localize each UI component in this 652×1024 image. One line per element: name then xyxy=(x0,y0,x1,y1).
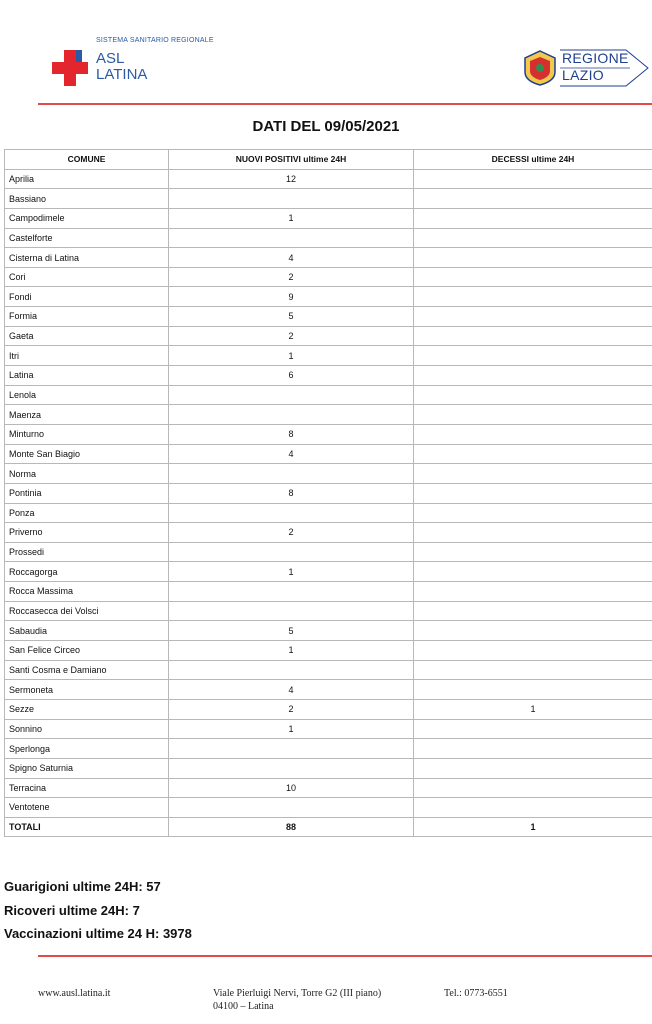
table-row xyxy=(5,346,652,366)
footer-address-line1: Viale Pierluigi Nervi, Torre G2 (III piano) xyxy=(213,988,382,999)
table-row xyxy=(5,405,652,425)
cell-decessi xyxy=(414,758,652,778)
cell-decessi xyxy=(414,248,652,268)
table-row xyxy=(5,562,652,582)
cell-nuovi-positivi xyxy=(169,464,414,484)
cell-comune: San Felice Circeo xyxy=(5,641,169,661)
cell-comune: Spigno Saturnia xyxy=(5,758,169,778)
cell-nuovi-positivi xyxy=(169,228,414,248)
cell-comune: Sabaudia xyxy=(5,621,169,641)
table-row xyxy=(5,699,652,719)
table-body xyxy=(5,169,652,837)
page-title: DATI DEL 09/05/2021 xyxy=(252,118,400,135)
cell-comune: Santi Cosma e Damiano xyxy=(5,660,169,680)
cell-comune: Roccasecca dei Volsci xyxy=(5,601,169,621)
header-comune: COMUNE xyxy=(5,150,169,170)
cell-comune: Priverno xyxy=(5,523,169,543)
cell-nuovi-positivi xyxy=(169,405,414,425)
summary-ricoveri: Ricoveri ultime 24H: 7 xyxy=(4,903,140,918)
cell-nuovi-positivi: 2 xyxy=(169,326,414,346)
table-row xyxy=(5,503,652,523)
cell-decessi xyxy=(414,680,652,700)
cell-nuovi-positivi: 5 xyxy=(169,621,414,641)
summary-guarigioni: Guarigioni ultime 24H: 57 xyxy=(4,879,161,894)
table-header-row xyxy=(5,150,652,170)
table-row xyxy=(5,228,652,248)
cell-decessi xyxy=(414,778,652,798)
cell-nuovi-positivi: 5 xyxy=(169,307,414,327)
cell-nuovi-positivi xyxy=(169,582,414,602)
footer-address-line2: 04100 – Latina xyxy=(213,1001,274,1012)
cell-decessi xyxy=(414,189,652,209)
cell-nuovi-positivi: 6 xyxy=(169,366,414,386)
page-header xyxy=(0,0,652,106)
cell-comune: Cisterna di Latina xyxy=(5,248,169,268)
cell-decessi xyxy=(414,346,652,366)
cell-nuovi-positivi: 4 xyxy=(169,444,414,464)
cell-nuovi-positivi xyxy=(169,189,414,209)
cell-comune: Aprilia xyxy=(5,169,169,189)
cell-comune: Maenza xyxy=(5,405,169,425)
cell-comune: Rocca Massima xyxy=(5,582,169,602)
asl-cross-icon xyxy=(52,50,88,86)
table-row xyxy=(5,582,652,602)
cell-nuovi-positivi: 4 xyxy=(169,248,414,268)
table-row xyxy=(5,542,652,562)
data-table xyxy=(4,149,652,837)
cell-comune: Fondi xyxy=(5,287,169,307)
cell-nuovi-positivi: 1 xyxy=(169,208,414,228)
cell-comune: Pontinia xyxy=(5,483,169,503)
cell-nuovi-positivi: 2 xyxy=(169,523,414,543)
cell-nuovi-positivi: 10 xyxy=(169,778,414,798)
cell-nuovi-positivi xyxy=(169,385,414,405)
cell-decessi xyxy=(414,798,652,818)
table-row xyxy=(5,641,652,661)
total-cell-nuovi-positivi: 88 xyxy=(169,817,414,837)
table-row xyxy=(5,385,652,405)
cell-decessi xyxy=(414,444,652,464)
table-row xyxy=(5,366,652,386)
total-cell-decessi: 1 xyxy=(414,817,652,837)
cell-decessi xyxy=(414,366,652,386)
cell-nuovi-positivi xyxy=(169,601,414,621)
table-row xyxy=(5,307,652,327)
cell-comune: Gaeta xyxy=(5,326,169,346)
cell-decessi xyxy=(414,326,652,346)
cell-decessi xyxy=(414,267,652,287)
table-row xyxy=(5,189,652,209)
header-decessi: DECESSI ultime 24H xyxy=(414,150,652,170)
cell-decessi xyxy=(414,582,652,602)
cell-nuovi-positivi xyxy=(169,798,414,818)
cell-decessi xyxy=(414,621,652,641)
cell-decessi xyxy=(414,739,652,759)
cell-decessi xyxy=(414,660,652,680)
cell-comune: Sezze xyxy=(5,699,169,719)
table-row xyxy=(5,326,652,346)
table-row xyxy=(5,424,652,444)
cell-comune: Sperlonga xyxy=(5,739,169,759)
cell-comune: Minturno xyxy=(5,424,169,444)
asl-line2: LATINA xyxy=(96,66,148,83)
table-row xyxy=(5,601,652,621)
asl-line1: ASL xyxy=(96,50,125,67)
table-row xyxy=(5,483,652,503)
cell-comune: Castelforte xyxy=(5,228,169,248)
table-row xyxy=(5,621,652,641)
cell-nuovi-positivi: 1 xyxy=(169,719,414,739)
cell-nuovi-positivi: 8 xyxy=(169,424,414,444)
cell-nuovi-positivi: 1 xyxy=(169,641,414,661)
cell-comune: Itri xyxy=(5,346,169,366)
cell-decessi xyxy=(414,385,652,405)
cell-comune: Terracina xyxy=(5,778,169,798)
table-row xyxy=(5,169,652,189)
cell-decessi xyxy=(414,307,652,327)
table-row xyxy=(5,267,652,287)
cell-comune: Sermoneta xyxy=(5,680,169,700)
cell-decessi xyxy=(414,542,652,562)
cell-decessi xyxy=(414,287,652,307)
cell-decessi xyxy=(414,719,652,739)
cell-nuovi-positivi: 2 xyxy=(169,699,414,719)
table-row xyxy=(5,758,652,778)
table-row xyxy=(5,660,652,680)
cell-comune: Norma xyxy=(5,464,169,484)
cell-decessi xyxy=(414,641,652,661)
cell-comune: Formia xyxy=(5,307,169,327)
footer-website[interactable]: www.ausl.latina.it xyxy=(38,988,111,999)
cell-comune: Roccagorga xyxy=(5,562,169,582)
cell-decessi xyxy=(414,228,652,248)
footer-address xyxy=(213,987,381,1013)
cell-decessi xyxy=(414,523,652,543)
summary-vaccinazioni: Vaccinazioni ultime 24 H: 3978 xyxy=(4,926,192,941)
asl-logo-text xyxy=(96,51,147,83)
total-cell-comune: TOTALI xyxy=(5,817,169,837)
cell-comune: Lenola xyxy=(5,385,169,405)
cell-decessi xyxy=(414,503,652,523)
table-row xyxy=(5,248,652,268)
header-divider xyxy=(38,103,652,105)
cell-decessi xyxy=(414,562,652,582)
cell-comune: Sonnino xyxy=(5,719,169,739)
lazio-line2: LAZIO xyxy=(562,67,604,83)
cell-nuovi-positivi xyxy=(169,542,414,562)
cell-decessi xyxy=(414,464,652,484)
cell-nuovi-positivi: 1 xyxy=(169,562,414,582)
cell-comune: Cori xyxy=(5,267,169,287)
cell-nuovi-positivi: 4 xyxy=(169,680,414,700)
regione-lazio-emblem-icon xyxy=(523,50,557,86)
footer-phone: Tel.: 0773-6551 xyxy=(444,988,508,999)
cell-nuovi-positivi: 2 xyxy=(169,267,414,287)
asl-subtitle: SISTEMA SANITARIO REGIONALE xyxy=(96,37,214,44)
table-row xyxy=(5,464,652,484)
header-nuovi-positivi: NUOVI POSITIVI ultime 24H xyxy=(169,150,414,170)
table-row xyxy=(5,444,652,464)
lazio-line1: REGIONE xyxy=(562,50,629,66)
table-row xyxy=(5,739,652,759)
cell-nuovi-positivi: 12 xyxy=(169,169,414,189)
cell-nuovi-positivi: 8 xyxy=(169,483,414,503)
cell-comune: Campodimele xyxy=(5,208,169,228)
cell-nuovi-positivi xyxy=(169,503,414,523)
cell-decessi: 1 xyxy=(414,699,652,719)
cell-comune: Latina xyxy=(5,366,169,386)
table-row xyxy=(5,798,652,818)
table-row xyxy=(5,523,652,543)
cell-comune: Monte San Biagio xyxy=(5,444,169,464)
cell-decessi xyxy=(414,483,652,503)
cell-nuovi-positivi: 1 xyxy=(169,346,414,366)
table-total-row xyxy=(5,817,652,837)
cell-decessi xyxy=(414,208,652,228)
cell-comune: Prossedi xyxy=(5,542,169,562)
cell-nuovi-positivi xyxy=(169,739,414,759)
cell-nuovi-positivi xyxy=(169,660,414,680)
table-row xyxy=(5,680,652,700)
cell-comune: Ventotene xyxy=(5,798,169,818)
table-row xyxy=(5,778,652,798)
footer-divider xyxy=(38,955,652,957)
cell-comune: Bassiano xyxy=(5,189,169,209)
table-row xyxy=(5,719,652,739)
cell-comune: Ponza xyxy=(5,503,169,523)
cell-nuovi-positivi: 9 xyxy=(169,287,414,307)
cell-decessi xyxy=(414,405,652,425)
cell-nuovi-positivi xyxy=(169,758,414,778)
cell-decessi xyxy=(414,424,652,444)
cell-decessi xyxy=(414,169,652,189)
regione-lazio-text xyxy=(562,50,629,84)
cell-decessi xyxy=(414,601,652,621)
table-row xyxy=(5,287,652,307)
table-row xyxy=(5,208,652,228)
